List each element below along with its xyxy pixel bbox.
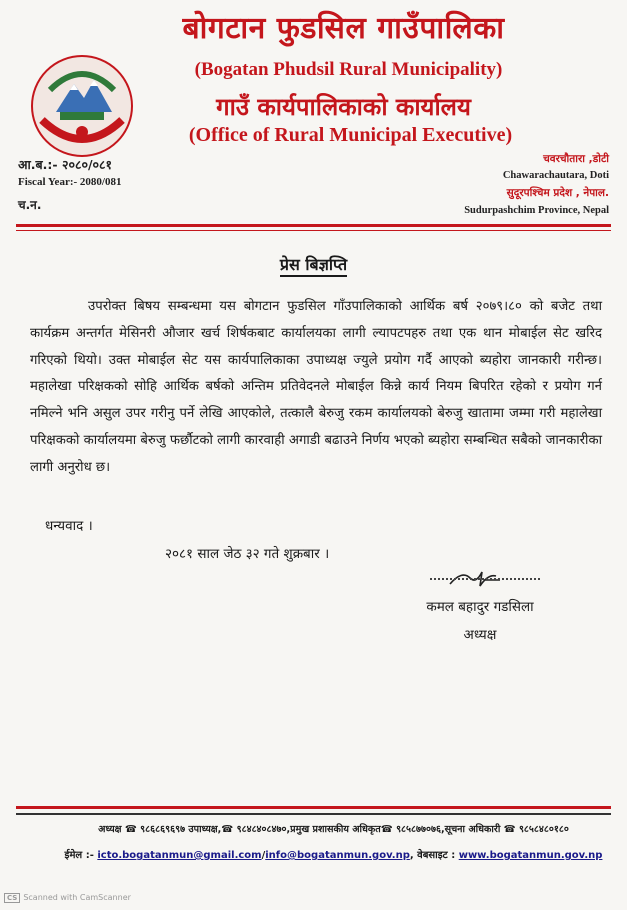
address-en-1: Chawarachautara, Doti	[502, 170, 609, 181]
footer-links	[0, 847, 627, 861]
footer-divider-black	[16, 813, 611, 815]
municipality-title-np: बोगटान फुडसिल गाउँपालिका	[182, 11, 505, 46]
scanner-watermark: CS Scanned with CamScanner	[4, 893, 131, 903]
header-divider	[16, 224, 611, 227]
email-link-1[interactable]: icto.bogatanmun@gmail.com	[97, 850, 262, 861]
press-release-body: उपरोक्त बिषय सम्बन्धमा यस बोगटान फुडसिल गाँउपालिकाको आर्थिक बर्ष २०७९।८० को बजेट तथा कार्यक्रम अन्तर्गत मेसिनरी औजार खर्च शिर्षकबाट कार्यालयका लागी ल्यापटपहरु तथा एक थान मोबाईल सेट खरिद गरिएको थियो। उक्त मोबाईल सेट यस कार्यपालिकाका उपाध्यक्ष ज्युले प्रयोग गर्दै आएको ब्यहोरा जानकारी गरीन्छ।महालेखा परिक्षकको सोहि आर्थिक बर्षको अन्तिम प्रतिवेदनले मोबाईल किन्ने कार्य नियम बिपरित रहेको र प्रयोग गर्न नमिल्ने भनि असुल उपर गरीनु पर्ने लेखि आएकोले, तत्कालै बेरुजु रकम कार्यालयको बेरुजु खातामा जम्मा गरी महालेखा परिक्षकको कार्यालयमा बेरुजु फर्छौटको लागी कारवाही अगाडी बढाउने निर्णय भएको ब्यहोरा सम्बन्धित सबैको जानकारीका लागी अनुरोध छ।	[30, 299, 602, 475]
municipality-title-en: (Bogatan Phudsil Rural Municipality)	[194, 59, 503, 80]
email-label: ईमेल :-	[64, 850, 94, 861]
press-release-heading: प्रेस बिज्ञप्ति	[0, 253, 627, 275]
address-en-2: Sudurpashchim Province, Nepal	[464, 205, 609, 216]
address-np-2: सुदूरपश्चिम प्रदेश , नेपाल.	[506, 187, 609, 199]
office-title-en: (Office of Rural Municipal Executive)	[188, 124, 513, 146]
email-link-2[interactable]: info@bogatanmun.gov.np	[265, 850, 410, 861]
header-divider-thin	[16, 230, 611, 231]
footer-divider	[16, 806, 611, 809]
signer-name: कमल बहादुर गडसिला	[426, 599, 534, 615]
fiscal-year-en: Fiscal Year:- 2080/081	[18, 176, 122, 188]
office-title-np: गाउँ कार्यपालिकाको कार्यालय	[216, 93, 471, 121]
reference-number: च.न.	[18, 198, 42, 212]
website-link[interactable]: www.bogatanmun.gov.np	[458, 850, 603, 861]
thanks-text: धन्यवाद ।	[45, 518, 93, 534]
release-date: २०८१ साल जेठ ३२ गते शुक्रबार ।	[165, 546, 330, 562]
signer-post: अध्यक्ष	[463, 627, 497, 643]
website-label: , वेबसाइट :	[409, 850, 456, 861]
camscanner-icon: CS	[4, 893, 20, 903]
email-separator: /	[261, 850, 266, 861]
signature-line	[430, 578, 540, 580]
address-np-1: चवरचौतारा ,डोटी	[543, 153, 609, 165]
fiscal-year-np: आ.ब.:- २०८०/०८१	[18, 157, 113, 172]
signature-icon	[440, 562, 510, 592]
footer-contacts: अध्यक्ष ☎ ९८६८६९६९७ उपाध्यक्ष,☎ ९८४८४०८४७०,प्रमुख प्रशासकीय अधिकृत☎ ९८५८७७०७६,सूचना अधिकारी ☎ ९८५८४८०१८०	[98, 824, 569, 835]
